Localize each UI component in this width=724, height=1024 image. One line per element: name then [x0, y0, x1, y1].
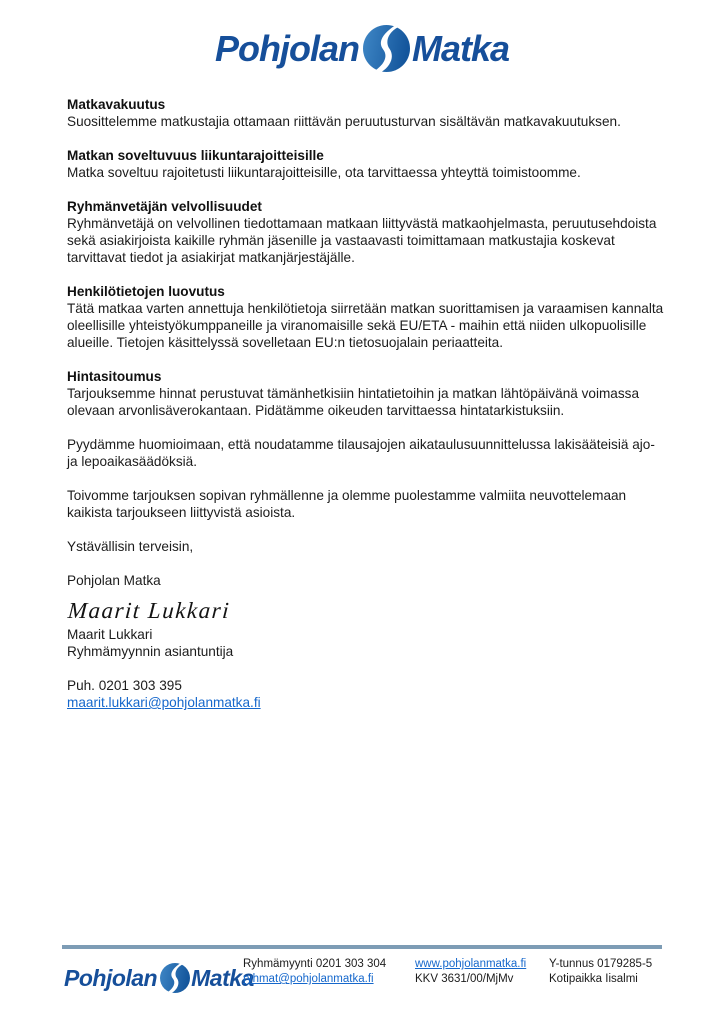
letter-body [67, 96, 664, 711]
logo-word-matka: Matka [411, 27, 510, 69]
logo-word-pohjolan: Pohjolan [214, 27, 359, 69]
footer-domicile: Kotipaikka Iisalmi [549, 973, 638, 985]
footer-group-sales-phone: Ryhmämyynti 0201 303 304 [243, 958, 387, 970]
section-heading: Ryhmänvetäjän velvollisuudet [67, 199, 262, 214]
logo-word-pohjolan: Pohjolan [64, 964, 158, 991]
section-heading: Matkavakuutus [67, 97, 166, 112]
footer-company-info-column [549, 957, 652, 987]
footer-contact-column [243, 957, 386, 987]
section-heading: Henkilötietojen luovutus [67, 284, 225, 299]
logo-word-matka: Matka [191, 964, 254, 991]
signer-title: Ryhmämyynnin asiantuntija [67, 644, 234, 659]
footer-web-column [415, 957, 526, 987]
section-heading: Hintasitoumus [67, 369, 162, 384]
section-matkavakuutus [67, 96, 664, 130]
handwritten-signature: Maarit Lukkari [67, 598, 232, 623]
footer-group-email-line [243, 972, 386, 987]
signer-phone: Puh. 0201 303 395 [67, 678, 182, 693]
signer-email-line [67, 694, 664, 711]
closing-company: Pohjolan Matka [67, 573, 161, 588]
section-text: Ryhmänvetäjä on velvollinen tiedottamaan matkaan liittyvästä matkaohjelmasta, peruutusehdoista sekä asiakirjoista kaikille ryhmän jäsenille ja vastaavasti toimittamaan matkustajia koskevat tarvittavat tiedot ja asiakirjat matkanjärjestäjälle. [67, 216, 657, 265]
footer-business-id: Y-tunnus 0179285-5 [549, 958, 653, 970]
paragraph-ajoajat: Pyydämme huomioimaan, että noudatamme tilausajojen aikataulusuunnittelussa lakisääteisiä ajo- ja lepoaikasäädöksiä. [67, 437, 655, 469]
section-text: Matka soveltuu rajoitetusti liikuntarajoitteisille, ota tarvittaessa yhteyttä toimistoomme. [67, 165, 581, 180]
section-text: Tätä matkaa varten annettuja henkilötietoja siirretään matkan suorittamisen ja varaamisen kannalta oleellisille yhteistyökumppaneille ja viranomaisille sekä EU/ETA - maihin että niiden ulkopuolisille alueille. Tietojen käsittelyssä sovelletaan EU:n tietosuojalain periaatteita. [67, 301, 664, 350]
pohjolan-matka-globe-icon [160, 963, 190, 993]
signer-email-link[interactable]: maarit.lukkari@pohjolanmatka.fi [67, 695, 261, 710]
footer-group-email-link[interactable]: ryhmat@pohjolanmatka.fi [243, 973, 374, 985]
section-text: Tarjouksemme hinnat perustuvat tämänhetkisiin hintatietoihin ja matkan lähtöpäivänä voimassa olevaan arvonlisäverokantaan. Pidätämme oikeuden tarvittaessa hintatarkistuksiin. [67, 386, 640, 418]
section-text: Suosittelemme matkustajia ottamaan riittävän peruutusturvan sisältävän matkavakuutuksen. [67, 114, 621, 129]
section-heading: Matkan soveltuvuus liikuntarajoitteisille [67, 148, 324, 163]
company-logo [0, 0, 724, 72]
closing-salutation: Ystävällisin terveisin, [67, 539, 194, 554]
footer-divider [62, 945, 662, 949]
section-hintasitoumus [67, 368, 664, 419]
section-henkilotiedot [67, 283, 664, 351]
section-velvollisuudet [67, 198, 664, 266]
footer-website-link[interactable]: www.pohjolanmatka.fi [415, 958, 527, 970]
paragraph-toivomme: Toivomme tarjouksen sopivan ryhmällenne ja olemme puolestamme valmiita neuvottelemaan kaikista tarjoukseen liittyvistä asioista. [67, 488, 627, 520]
footer-website-line [415, 957, 526, 972]
footer-kkv-number: KKV 3631/00/MjMv [415, 973, 514, 985]
pohjolan-matka-globe-icon [363, 25, 410, 72]
section-soveltuvuus [67, 147, 664, 181]
signer-name: Maarit Lukkari [67, 627, 153, 642]
footer-company-logo [64, 963, 254, 993]
